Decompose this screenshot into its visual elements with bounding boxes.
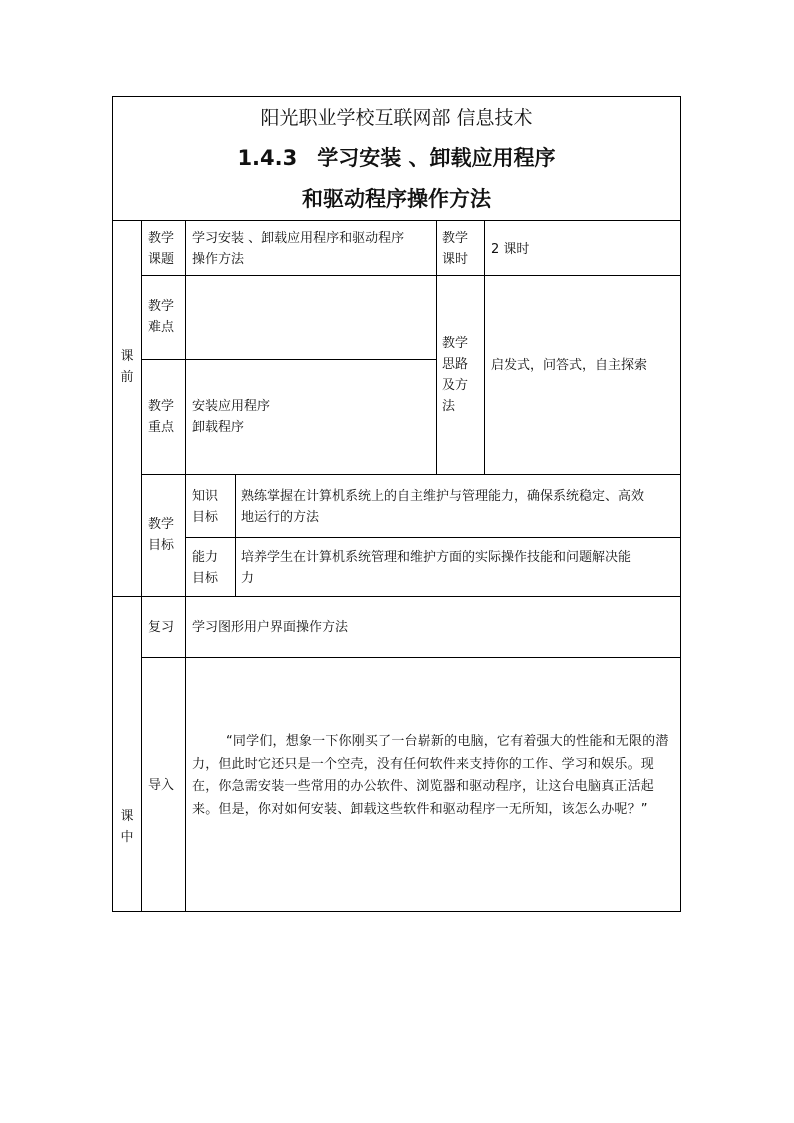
value-line: 力 <box>241 571 255 586</box>
label-line: 课题 <box>148 252 175 267</box>
table-border-bottom <box>112 911 681 912</box>
section-in-class <box>117 806 137 848</box>
table-border-left <box>112 96 113 912</box>
grid-line <box>141 474 681 475</box>
value-ability <box>241 547 631 589</box>
school-header: 阳光职业学校互联网部 信息技术 <box>260 107 533 129</box>
label-line: 思路 <box>442 357 469 372</box>
value-line: 卸载程序 <box>192 420 245 435</box>
section-char: 课 <box>120 349 134 364</box>
label-line: 目标 <box>148 538 175 553</box>
value-line: 操作方法 <box>192 252 245 267</box>
label-line: 难点 <box>148 320 175 335</box>
section-pre-class <box>117 346 137 388</box>
grid-line <box>484 220 485 474</box>
grid-line <box>185 537 681 538</box>
label-approach <box>442 333 468 417</box>
value-line: 培养学生在计算机系统管理和维护方面的实际操作技能和问题解决能 <box>241 550 632 565</box>
grid-line <box>141 220 142 912</box>
lesson-title-line2: 和驱动程序操作方法 <box>302 187 491 211</box>
label-line: 能力 <box>192 550 219 565</box>
grid-line <box>112 596 681 597</box>
label-ability <box>192 547 218 589</box>
value-approach: 启发式，问答式，自主探索 <box>491 358 648 373</box>
value-line: 学习安装 、卸载应用程序和驱动程序 <box>192 231 405 246</box>
label-line: 教学 <box>442 231 469 246</box>
label-difficulty <box>148 296 174 338</box>
label-key-points <box>148 396 174 438</box>
section-char: 中 <box>120 830 134 845</box>
table-border-top <box>112 96 681 97</box>
lesson-title <box>112 143 681 173</box>
value-hours: 2 课时 <box>491 242 530 257</box>
grid-line <box>141 275 681 276</box>
value-line: 地运行的方法 <box>241 510 320 525</box>
label-line: 课时 <box>442 252 469 267</box>
lesson-title-text: 学习安装 、卸载应用程序 <box>317 146 556 170</box>
label-line: 法 <box>442 399 456 414</box>
value-key-points <box>192 396 270 438</box>
label-line: 教学 <box>148 399 175 414</box>
label-line: 教学 <box>148 517 175 532</box>
value-knowledge <box>241 486 644 528</box>
label-line: 教学 <box>148 299 175 314</box>
value-line: 安装应用程序 <box>192 399 271 414</box>
section-char: 前 <box>120 370 134 385</box>
value-line: 熟练掌握在计算机系统上的自主维护与管理能力，确保系统稳定、高效 <box>241 489 645 504</box>
value-topic <box>192 228 404 270</box>
section-char: 课 <box>120 809 134 824</box>
label-line: 知识 <box>192 489 219 504</box>
value-intro: “同学们，想象一下你刚买了一台崭新的电脑，它有着强大的性能和无限的潜力，但此时它还只是一个空壳，没有任何软件来支持你的工作、学习和娱乐。现在，你急需安装一些常用的办公软件、浏览器和驱动程序，让这台电脑真正活起来。但是，你对如何安装、卸载这些软件和驱动程序一无所知，该怎么办呢？” <box>192 734 669 817</box>
grid-line <box>112 220 681 221</box>
table-border-right <box>680 96 681 912</box>
label-knowledge <box>192 486 218 528</box>
grid-line <box>436 220 437 474</box>
value-review: 学习图形用户界面操作方法 <box>192 620 349 635</box>
label-line: 教学 <box>442 336 469 351</box>
label-intro: 导入 <box>148 778 175 793</box>
lesson-number: 1.4.3 <box>237 146 298 170</box>
grid-line <box>235 474 236 596</box>
grid-line <box>141 657 681 658</box>
label-hours <box>442 228 468 270</box>
label-line: 教学 <box>148 231 175 246</box>
label-review: 复习 <box>148 620 175 635</box>
grid-line <box>185 220 186 912</box>
label-line: 目标 <box>192 571 219 586</box>
label-objectives <box>148 514 174 556</box>
label-line: 及方 <box>442 378 469 393</box>
label-line: 重点 <box>148 420 175 435</box>
label-line: 目标 <box>192 510 219 525</box>
label-topic <box>148 228 174 270</box>
